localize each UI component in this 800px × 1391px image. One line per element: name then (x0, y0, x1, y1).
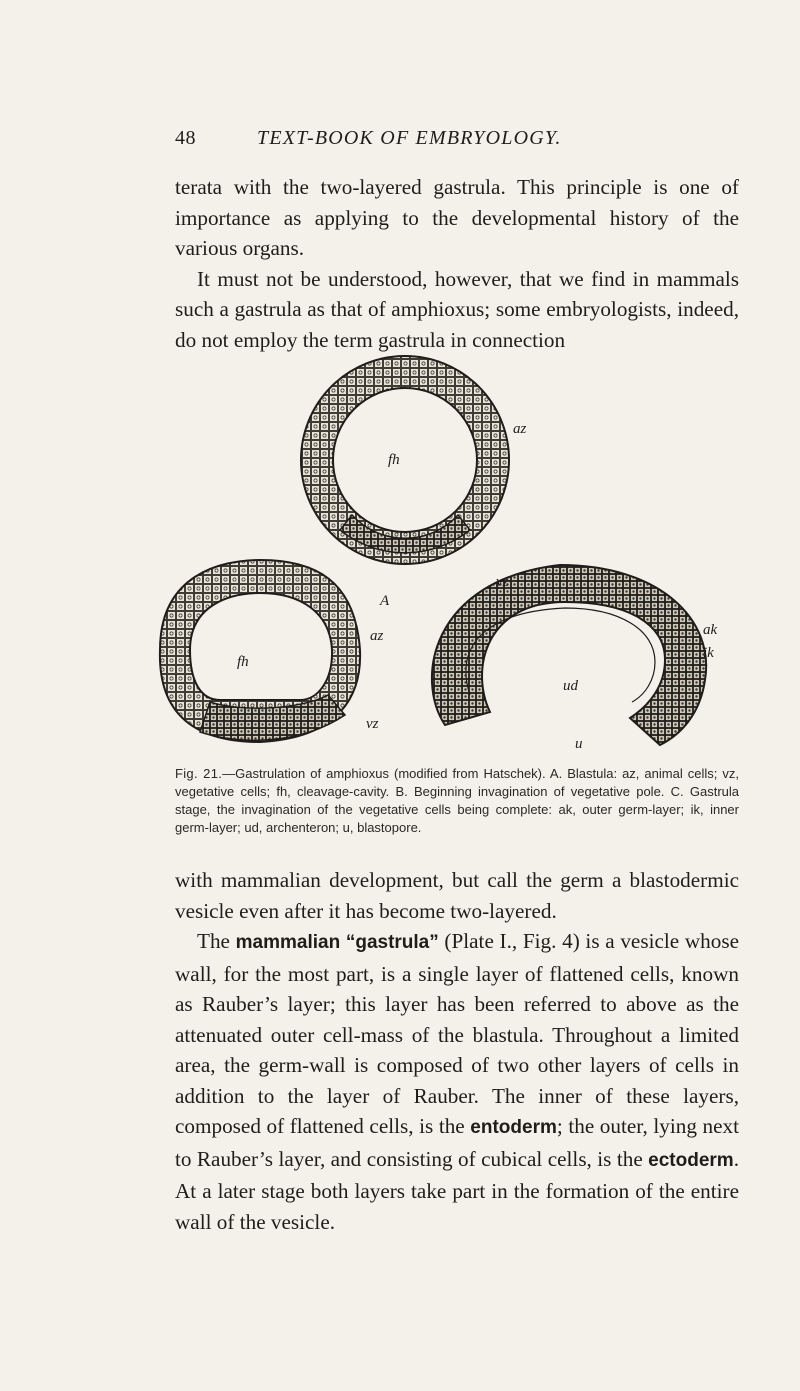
label-az-b: az (370, 628, 384, 644)
text-run: ; the outer, lying next to Rauber’s layer, and consisting of cubical cells, is the (175, 1114, 739, 1171)
text-after-figure (175, 865, 739, 1237)
blastula-A (301, 356, 509, 564)
term-ectoderm: ectoderm (648, 1149, 734, 1171)
paragraph: It must not be understood, however, that we find in mammals such a gastrula as that of amphioxus; some embryologists, indeed, do not employ the term gastrula in connection (175, 266, 739, 352)
term-mammalian-gastrula: mammalian “gastrula” (235, 932, 439, 953)
label-ud: ud (563, 678, 578, 694)
label-vz-b: vz (366, 716, 379, 732)
label-fh-a: fh (388, 452, 400, 468)
caption-label: Fig. 21. (175, 766, 223, 781)
paragraph-mammalian-gastrula (175, 926, 739, 1237)
figure-gastrulation (140, 350, 740, 760)
label-A: A (380, 593, 390, 609)
figure-caption (175, 765, 739, 837)
term-entoderm: entoderm (470, 1117, 557, 1138)
label-B (248, 758, 257, 760)
label-az-a: az (513, 421, 527, 437)
paragraph-continued: terata with the two-layered gastrula. This principle is one of importance as applying to the developmental history of the various organs. (175, 175, 739, 260)
text-run: The (197, 929, 236, 953)
gastrulation-illustration (140, 350, 740, 760)
label-u: u (575, 736, 583, 752)
page-number: 48 (175, 127, 196, 149)
label-ik: ik (703, 645, 714, 661)
label-vz-a: vz (496, 574, 509, 590)
paragraph-continued: with mammalian development, but call the germ a blastodermic vesicle even after it has become two-layered. (175, 868, 739, 923)
label-ak: ak (703, 622, 718, 638)
label-fh-b: fh (237, 654, 249, 670)
text-before-figure (175, 172, 739, 355)
gastrula-C (432, 565, 706, 745)
text-run: (Plate I., Fig. 4) is a vesicle whose wall, for the most part, is a single layer of flattened cells, known as Rauber’s layer; this layer has been referred to above as the attenuated outer cell-mass of the blastula. Throughout a limited area, the germ-wall is composed of two other layers of cells in addition to the layer of Rauber. The inner of these layers, composed of flattened cells, is the (175, 929, 739, 1138)
text-run: . At a later stage both layers take part in the formation of the entire wall of the vesicle. (175, 1146, 739, 1234)
invagination-B (160, 560, 360, 742)
caption-text: —Gastrulation of amphioxus (modified from Hatschek). A. Blastula: az, animal cells; vz, vegetative cells; fh, cleavage-cavity. B. Beginning invagination of vegetative pole. C. Gastrula stage, the invagination of the vegetative cells being complete: ak, outer germ-layer; ik, inner germ-layer; ud, archenteron; u, blastopore. (175, 766, 739, 835)
running-title: TEXT-BOOK OF EMBRYOLOGY. (257, 127, 562, 149)
